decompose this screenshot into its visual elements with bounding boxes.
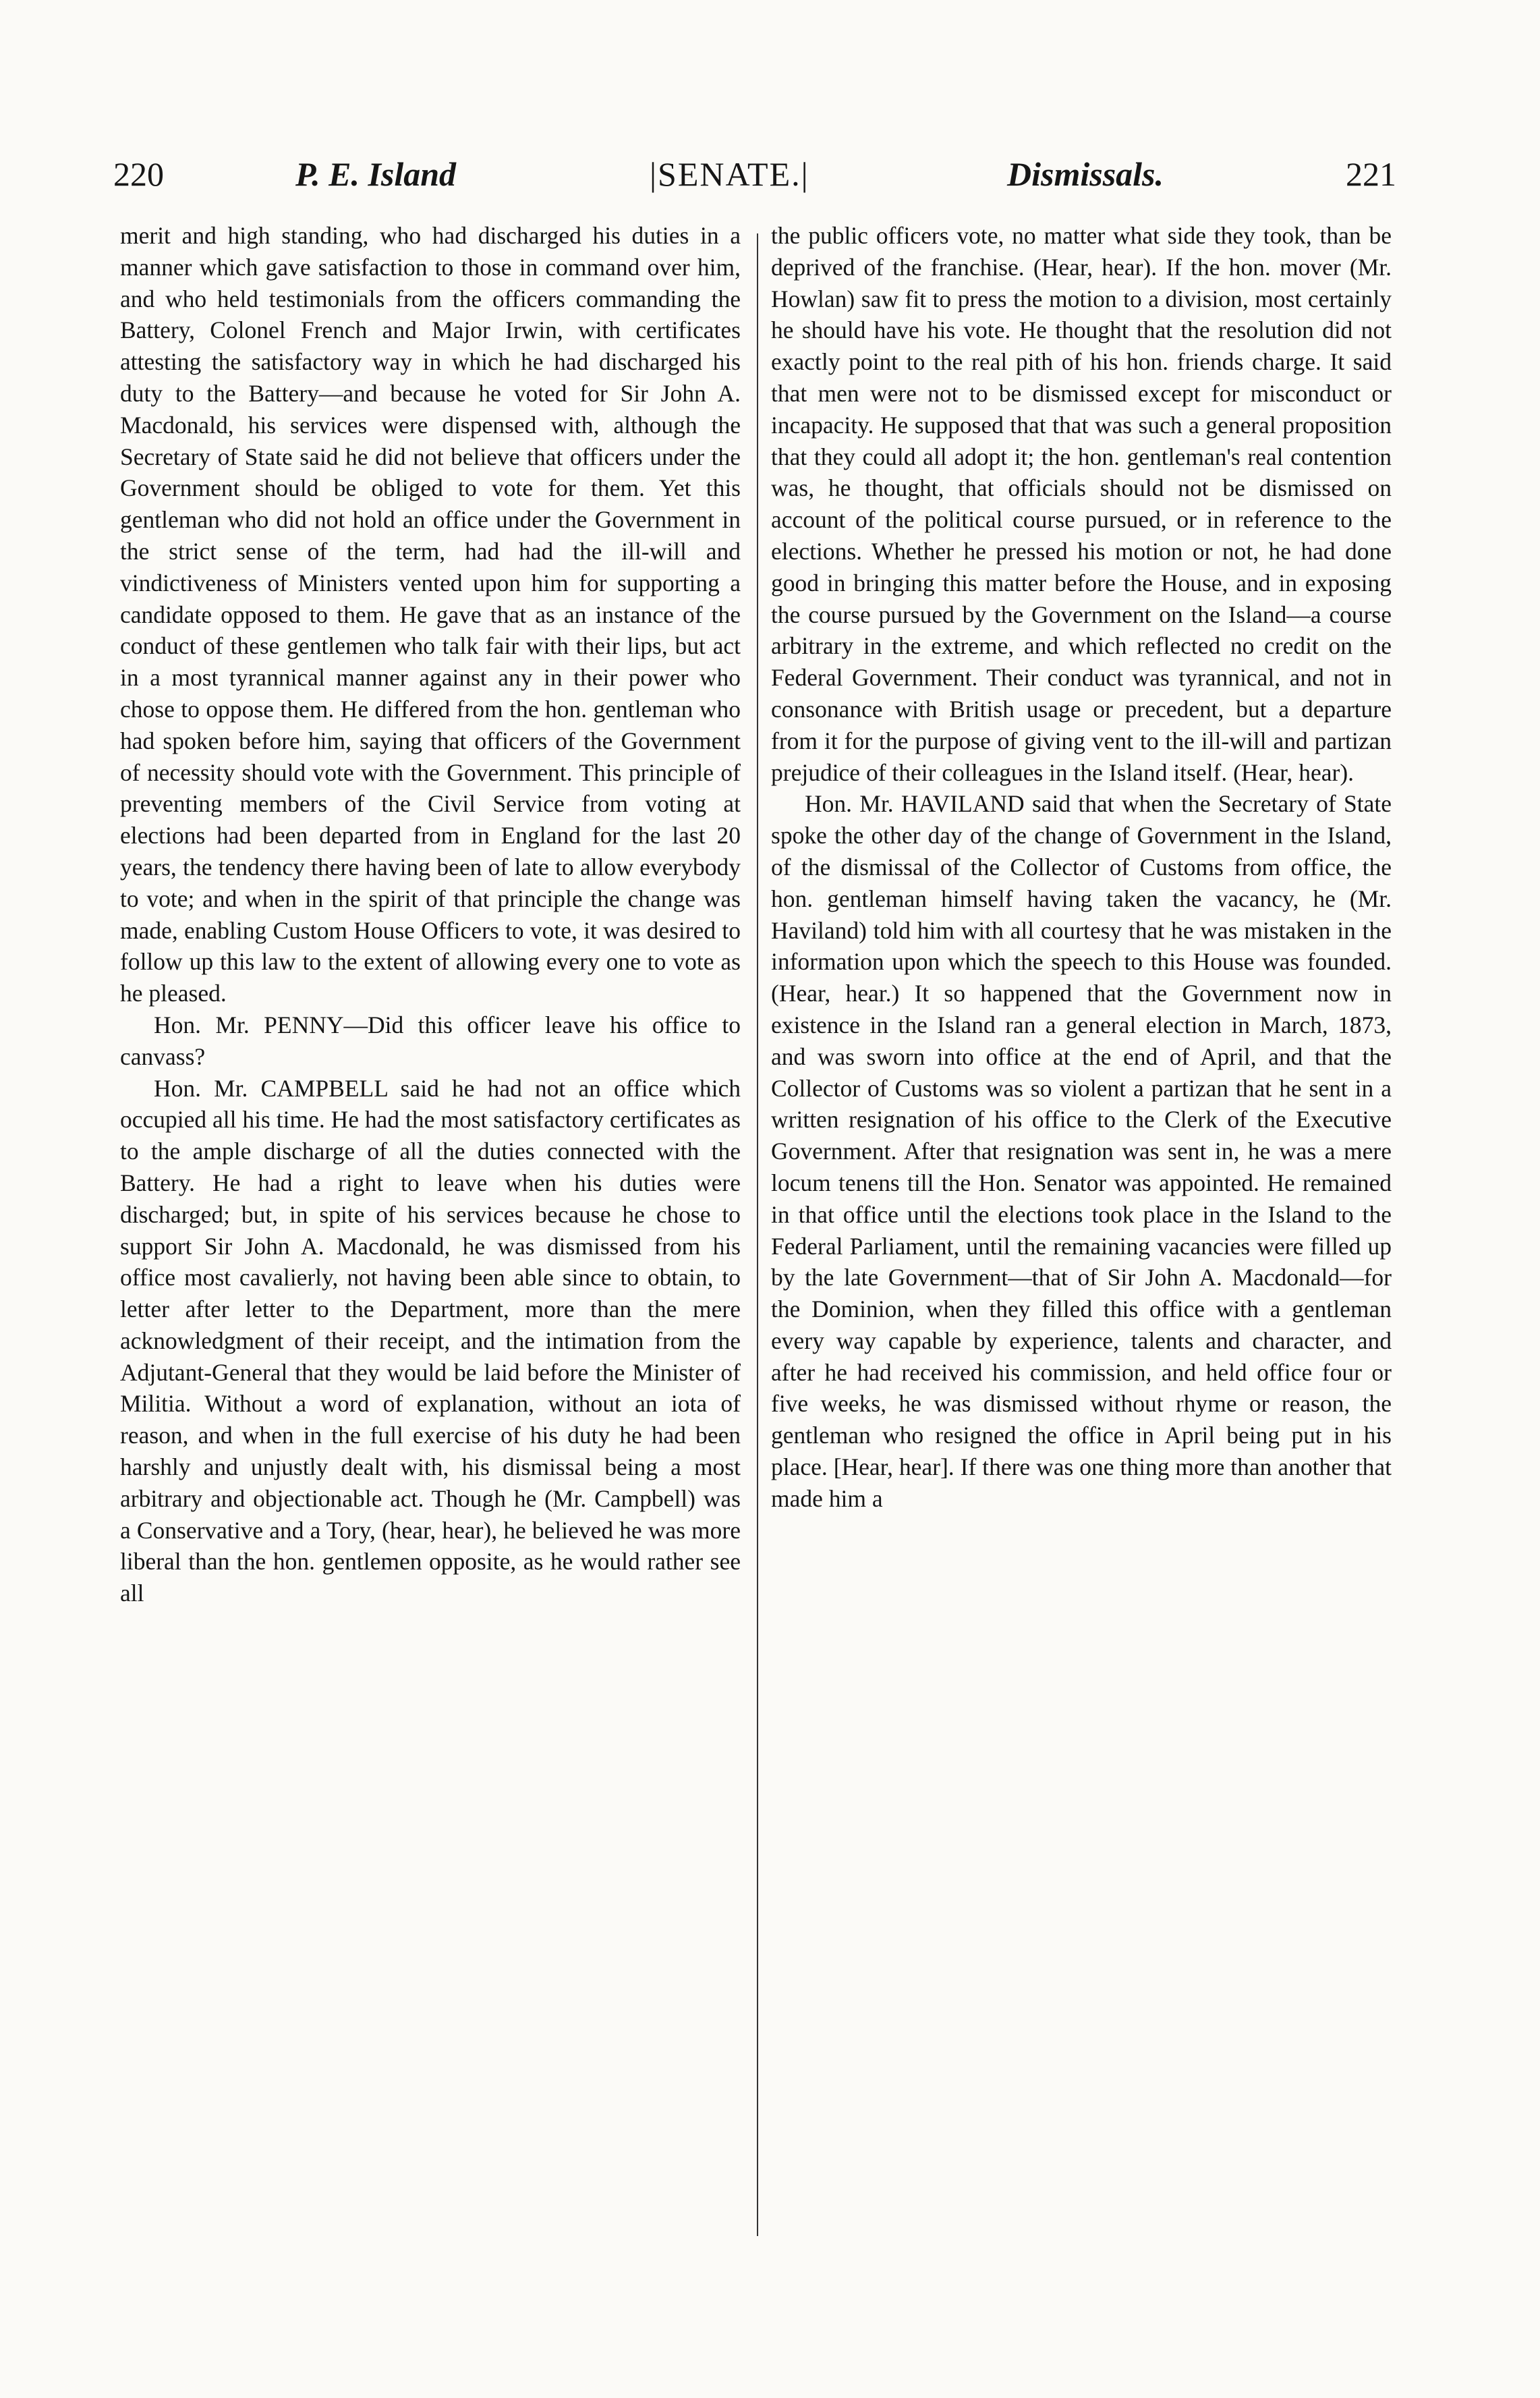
paragraph: merit and high standing, who had discharged his duties in a manner which gave satisfaction to those in command over him, and who held testimonials from the officers commanding the Battery, Colonel French and Major Irwin, with certificates attesting the satisfactory way in which he had discharged his duty to the Battery—and because he voted for Sir John A. Macdonald, his services were dispensed with, although the Secretary of State said he did not believe that officers under the Government should be obliged to vote for them. Yet this gentleman who did not hold an office under the Government in the strict sense of the term, had had the ill-will and vindictiveness of Ministers vented upon him for supporting a candidate opposed to them. He gave that as an instance of the conduct of these gentlemen who talk fair with their lips, but act in a most tyrannical manner against any in their power who chose to oppose them. He differed from the hon. gentleman who had spoken before him, saying that officers of the Government of necessity should vote with the Government. This principle of preventing members of the Civil Service from voting at elections had been departed from in England for the last 20 years, the tendency there having been of late to allow everybody to vote; and when in the spirit of that principle the change was made, enabling Custom House Officers to vote, it was desired to follow up this law to the extent of allowing every one to vote as he pleased. xyxy=(120,222,741,1007)
paragraph: the public officers vote, no matter what side they took, than be deprived of the franchise. (Hear, hear). If the hon. mover (Mr. Howlan) saw fit to press the motion to a division, most certainly he should have his vote. He thought that the resolution did not exactly point to the real pith of his hon. friends charge. It said that men were not to be dismissed except for misconduct or incapacity. He supposed that that was such a general proposition that they could all adopt it; the hon. gentleman's real contention was, he thought, that officials should not be dismissed on account of the political course pursued, or in reference to the elections. Whether he pressed his motion or not, he had done good in bringing this matter before the House, and in exposing the course pursued by the Government on the Island—a course arbitrary in the extreme, and which reflected no credit on the Federal Government. Their conduct was tyrannical, and not in consonance with British usage or precedent, but a departure from it for the purpose of giving vent to the ill-will and partizan prejudice of their colleagues in the Island itself. (Hear, hear). xyxy=(771,222,1392,786)
column-divider xyxy=(757,233,758,2236)
right-running-title: Dismissals. xyxy=(1007,155,1164,193)
paragraph: Hon. Mr. PENNY—Did this officer leave his office to canvass? xyxy=(120,1011,741,1070)
center-running-title: |SENATE.| xyxy=(650,155,809,193)
paragraph: Hon. Mr. HAVILAND said that when the Secretary of State spoke the other day of the change of Government in the Island, of the dismissal of the Collector of Customs from office, the hon. gentleman himself having taken the vacancy, he (Mr. Haviland) told him with all courtesy that he was mistaken in the information upon which the speech to this House was founded. (Hear, hear.) It so happened that the Government now in existence in the Island ran a general election in March, 1873, and was sworn into office at the end of April, and that the Collector of Customs was so violent a partizan that he sent in a written resignation of his office to the Clerk of the Executive Government. After that resignation was sent in, he was a mere locum tenens till the Hon. Senator was appointed. He remained in that office until the elections took place in the Island to the Federal Parliament, until the remaining vacancies were filled up by the late Government—that of Sir John A. Macdonald—for the Dominion, when they filled this office with a gentleman every way capable by experience, talents and character, and after he had received his commission, and held office four or five weeks, he was dismissed without rhyme or reason, the gentleman who resigned the office in April being put in his place. [Hear, hear]. If there was one thing more than another that made him a xyxy=(771,790,1392,1512)
running-head xyxy=(113,147,1396,201)
left-column xyxy=(120,220,741,1609)
paragraph: Hon. Mr. CAMPBELL said he had not an office which occupied all his time. He had the most satisfactory certificates as to the ample discharge of all the duties connected with the Battery. He had a right to leave when his duties were discharged; but, in spite of his services because he chose to support Sir John A. Macdonald, he was dismissed from his office most cavalierly, not having been able since to obtain, to letter after letter to the Department, more than the mere acknowledgment of their receipt, and the intimation from the Adjutant-General that they would be laid before the Minister of Militia. Without a word of explanation, without an iota of reason, and when in the full exercise of his duty he had been harshly and unjustly dealt with, his dismissal being a most arbitrary and objectionable act. Though he (Mr. Campbell) was a Conservative and a Tory, (hear, hear), he believed he was more liberal than the hon. gentlemen opposite, as he would rather see all xyxy=(120,1074,741,1607)
left-page-number: 220 xyxy=(113,155,164,193)
left-running-title: P. E. Island xyxy=(295,155,457,193)
right-page-number: 221 xyxy=(1346,155,1396,193)
right-column xyxy=(771,220,1392,1515)
